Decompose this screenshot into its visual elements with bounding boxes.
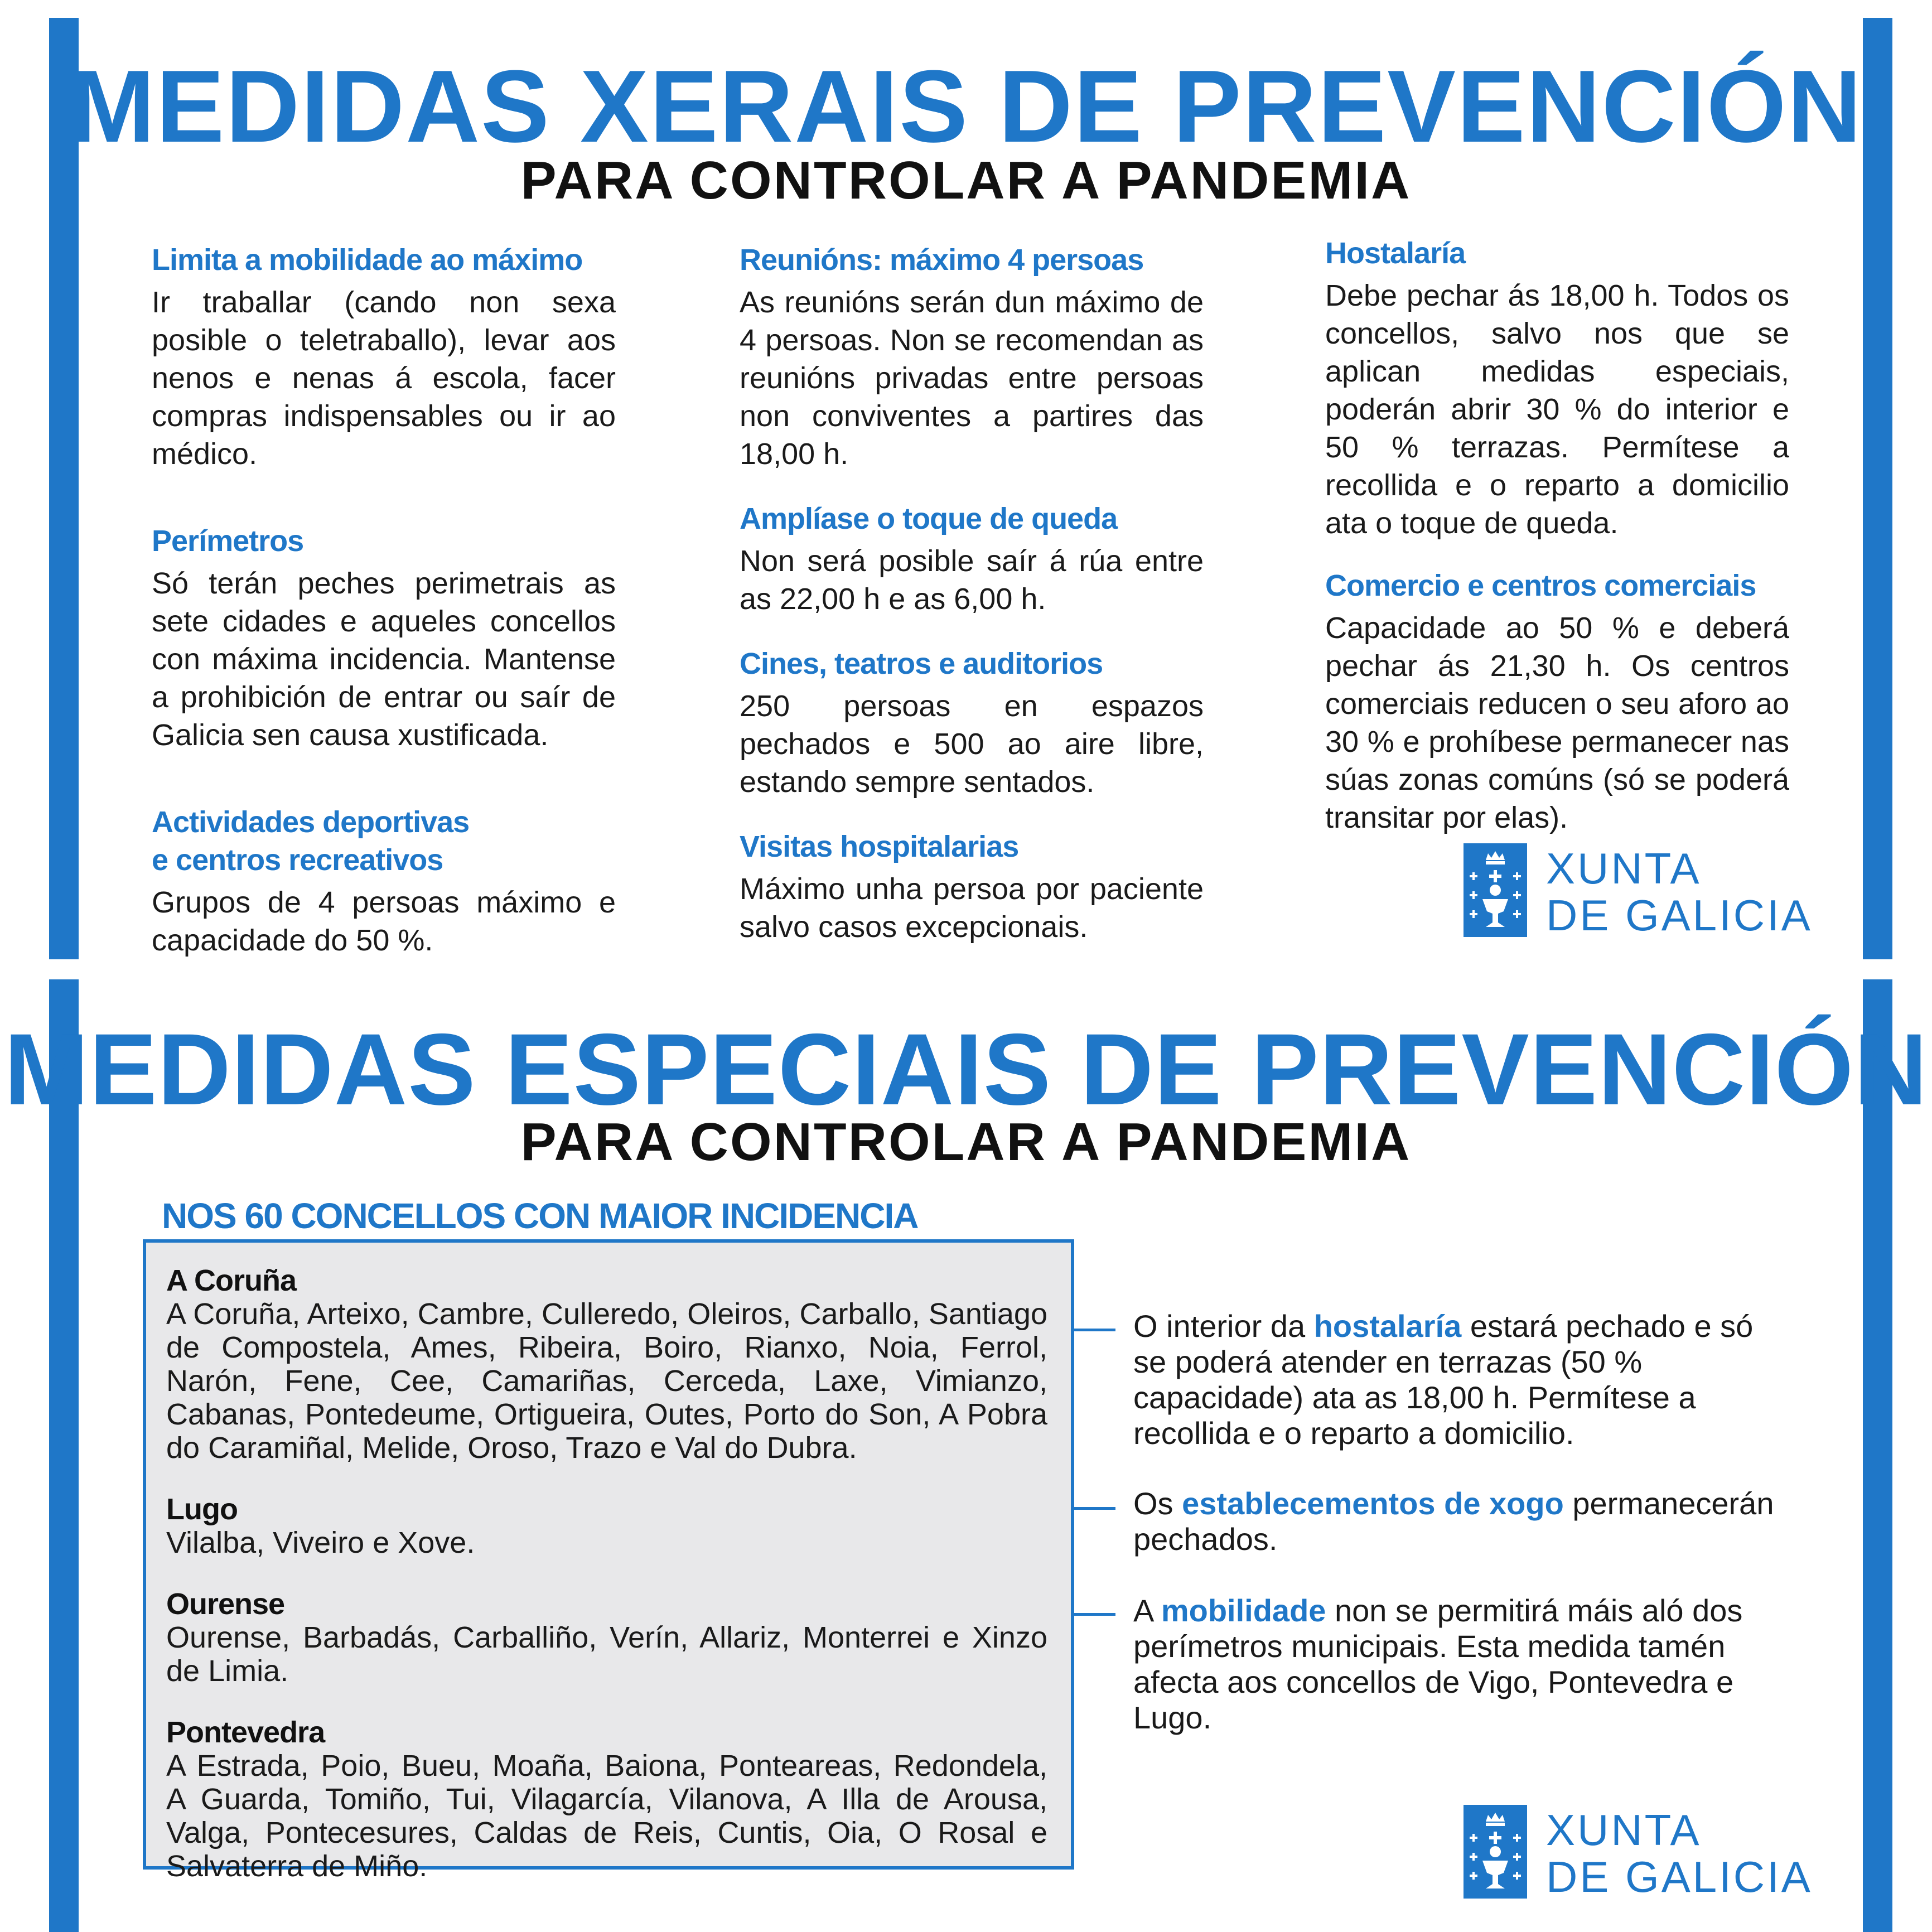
province-block: [166, 1264, 1047, 1465]
section-body: Debe pechar ás 18,00 h. Todos os concellos, salvo nos que se aplican medidas especiais, poderán abrir 30 % do interior e 50 % terrazas. Permítese a recollida e o reparto a domicilio ata o toque de queda.: [1325, 279, 1789, 540]
connector-line: [1074, 1613, 1115, 1616]
measure-section: [1325, 234, 1789, 542]
measure-section: [740, 500, 1204, 618]
special-measure-hostalaria: [1133, 1308, 1791, 1451]
province-name: Lugo: [166, 1493, 238, 1526]
section-body: Non será posible saír á rúa entre as 22,00 h e as 6,00 h.: [740, 544, 1204, 616]
measure-text-after: non se permitirá máis aló dos perímetros municipais. Esta medida tamén afecta aos concellos de Vigo, Pontevedra e Lugo.: [1133, 1593, 1743, 1735]
section-heading: Visitas hospitalarias: [740, 830, 1019, 863]
section-heading: Hostalaría: [1325, 236, 1466, 270]
measure-section: [152, 803, 616, 959]
special-measure-mobilidade: [1133, 1593, 1791, 1736]
section-body: Ir traballar (cando non sexa posible o teletraballo), levar aos nenos e nenas á escola, facer compras indispensables ou ir ao médico.: [152, 286, 616, 471]
general-subtitle: PARA CONTROLAR A PANDEMIA: [520, 151, 1412, 210]
section-body: Máximo unha persoa por paciente salvo casos excepcionais.: [740, 872, 1204, 944]
measure-keyword: mobilidade: [1161, 1593, 1326, 1628]
logo-line-1: XUNTA: [1546, 844, 1702, 893]
galicia-shield-icon: [1464, 843, 1527, 937]
municipalities-heading: NOS 60 CONCELLOS CON MAIOR INCIDENCIA: [162, 1196, 918, 1236]
measure-section: [152, 241, 616, 473]
section-body: As reunións serán dun máximo de 4 persoas. Non se recomendan as reunións privadas entre persoas non conviventes a partires das 18,00 h.: [740, 286, 1204, 471]
section-heading: Cines, teatros e auditorios: [740, 647, 1103, 680]
logo-line-1: XUNTA: [1546, 1805, 1702, 1854]
province-name: Ourense: [166, 1587, 285, 1621]
section-heading: Comercio e centros comerciais: [1325, 569, 1756, 602]
province-name: A Coruña: [166, 1264, 296, 1297]
province-towns: Ourense, Barbadás, Carballiño, Verín, Allariz, Monterrei e Xinzo de Limia.: [166, 1621, 1047, 1688]
galicia-shield-icon: [1464, 1805, 1527, 1899]
section-heading: Limita a mobilidade ao máximo: [152, 243, 583, 277]
measure-text-after: permanecerán pechados.: [1133, 1486, 1774, 1557]
section-body: 250 persoas en espazos pechados e 500 ao aire libre, estando sempre sentados.: [740, 689, 1204, 799]
section-heading: Reunións: máximo 4 persoas: [740, 243, 1144, 277]
general-column-2: [740, 241, 1204, 995]
province-towns: Vilalba, Viveiro e Xove.: [166, 1526, 475, 1559]
measure-section: [152, 522, 616, 754]
special-measure-xogo: [1133, 1486, 1791, 1557]
section-heading: Actividades deportivas e centros recreativos: [152, 805, 470, 877]
special-title: MEDIDAS ESPECIAIS DE PREVENCIÓN: [4, 1012, 1928, 1126]
measure-text-after: estará pechado e só se poderá atender en terrazas (50 % capacidade) ata as 18,00 h. Permítese a recollida e o reparto a domicilio.: [1133, 1308, 1754, 1451]
special-subtitle: PARA CONTROLAR A PANDEMIA: [520, 1112, 1412, 1172]
section-body: Capacidade ao 50 % e deberá pechar ás 21,30 h. Os centros comerciais reducen o seu aforo ao 30 % e prohíbese permanecer nas súas zonas comúns (só se poderá transitar por elas).: [1325, 611, 1789, 834]
measure-section: [1325, 567, 1789, 837]
measure-section: [740, 645, 1204, 801]
xunta-logo: [1464, 1805, 1813, 1901]
general-title: MEDIDAS XERAIS DE PREVENCIÓN: [69, 49, 1863, 163]
province-towns: A Estrada, Poio, Bueu, Moaña, Baiona, Ponteareas, Redondela, A Guarda, Tomiño, Tui, Vilagarcía, Vilanova, A Illa de Arousa, Valga, Pontecesures, Caldas de Reis, Cuntis, Oia, O Rosal e Salvaterra de Miño.: [166, 1749, 1047, 1883]
section-body: Só terán peches perimetrais as sete cidades e aqueles concellos con máxima incidencia. Mantense a prohibición de entrar ou saír de Galicia sen causa xustificada.: [152, 567, 616, 752]
logo-line-2: DE GALICIA: [1546, 1852, 1813, 1901]
xunta-logo: [1464, 843, 1813, 940]
municipalities-box: [143, 1239, 1074, 1883]
connector-line: [1074, 1329, 1115, 1331]
measure-section: [740, 828, 1204, 946]
province-block: [166, 1716, 1047, 1883]
measure-keyword: establecementos de xogo: [1182, 1486, 1564, 1521]
panel-divider: [0, 959, 1932, 979]
measure-keyword: hostalaría: [1313, 1308, 1462, 1344]
measure-text-before: Os: [1133, 1486, 1182, 1521]
logo-line-2: DE GALICIA: [1546, 891, 1813, 940]
section-body: Grupos de 4 persoas máximo e capacidade do 50 %.: [152, 886, 616, 957]
general-column-1: [152, 241, 616, 1008]
province-name: Pontevedra: [166, 1716, 325, 1749]
section-heading: Perímetros: [152, 524, 304, 558]
measure-section: [740, 241, 1204, 473]
measure-text-before: O interior da: [1133, 1308, 1314, 1344]
general-column-3: [1325, 234, 1789, 886]
province-towns: A Coruña, Arteixo, Cambre, Culleredo, Oleiros, Carballo, Santiago de Compostela, Ames, Ribeira, Boiro, Rianxo, Noia, Ferrol, Narón, Fene, Cee, Camariñas, Cerceda, Laxe, Vimianzo, Cabanas, Pontedeume, Ortigueira, Outes, Porto do Son, A Pobra do Caramiñal, Melide, Oroso, Trazo e Val do Dubra.: [166, 1297, 1047, 1465]
province-block: [166, 1493, 1047, 1559]
section-heading: Amplíase o toque de queda: [740, 502, 1118, 535]
connector-line: [1074, 1507, 1115, 1510]
measure-text-before: A: [1133, 1593, 1161, 1628]
province-block: [166, 1587, 1047, 1688]
